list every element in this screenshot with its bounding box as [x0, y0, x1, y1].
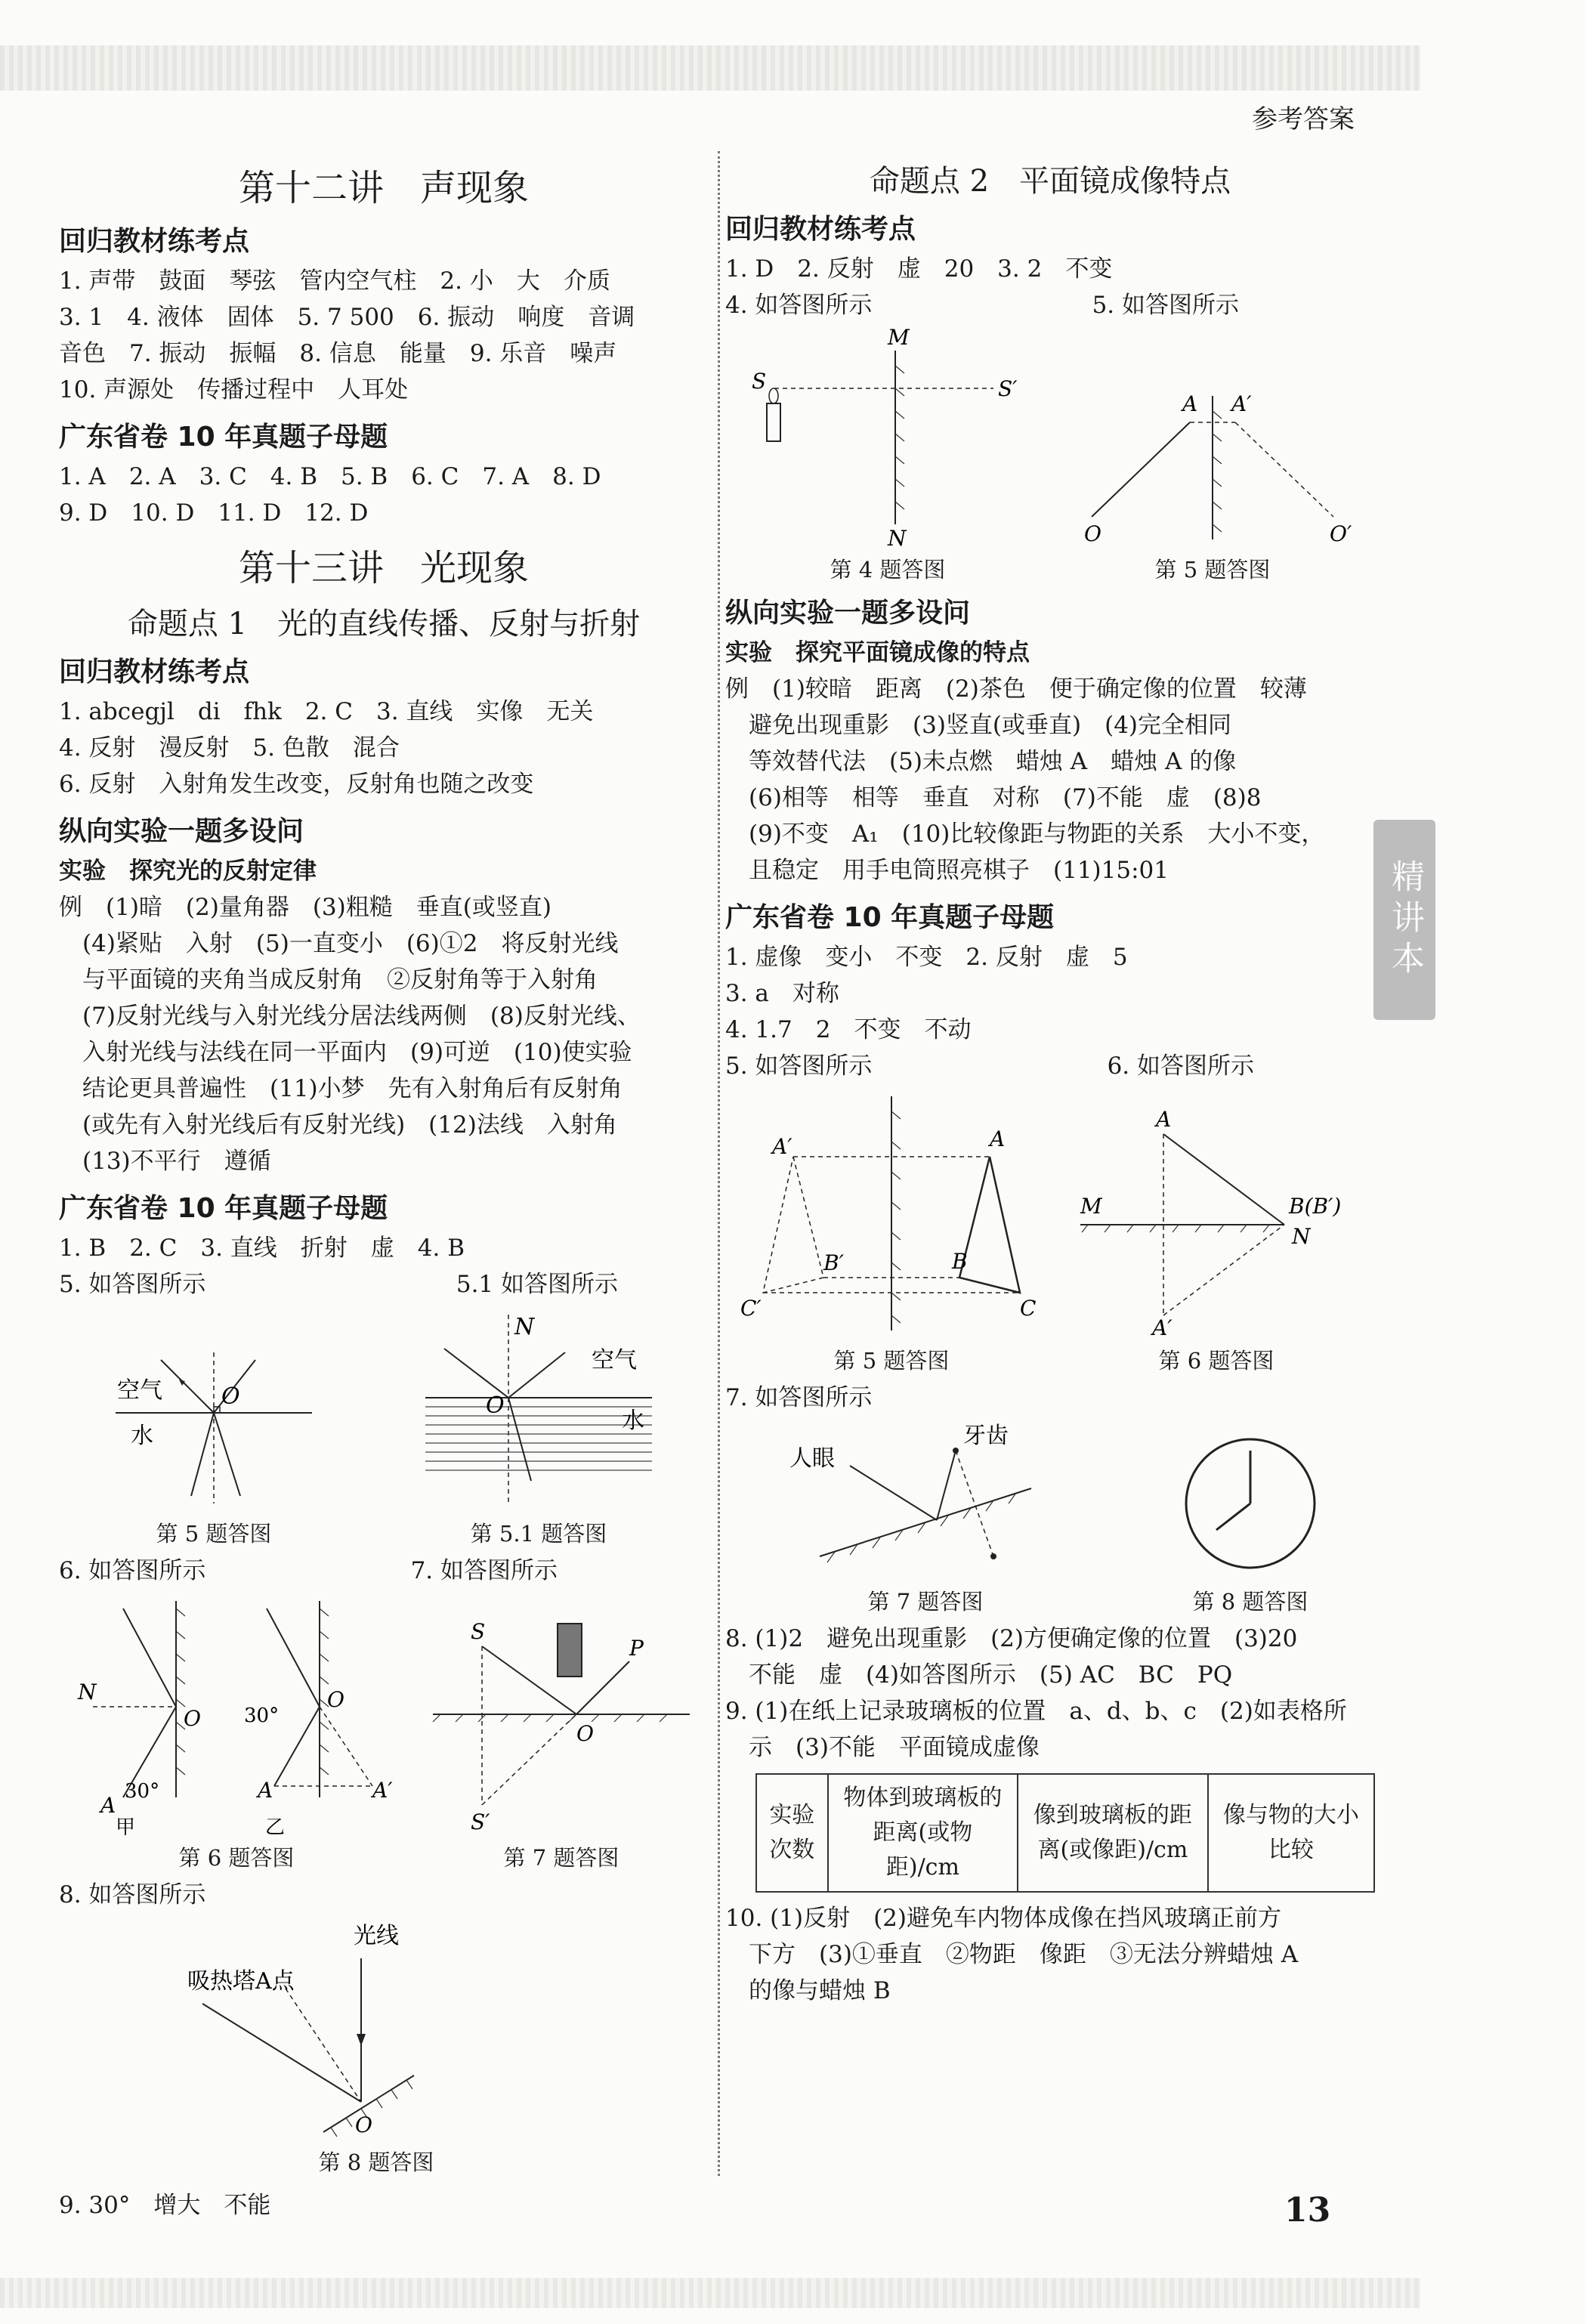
answer-line: 1. 虚像 变小 不变 2. 反射 虚 5	[725, 944, 1128, 971]
figure-q5	[1069, 381, 1356, 584]
header-answer-label: 参考答案	[1252, 104, 1355, 134]
svg-text:M: M	[888, 328, 910, 350]
figure-q4	[744, 328, 1031, 584]
svg-text:O: O	[327, 1687, 344, 1712]
answer-line: (9)不变 A₁ (10)比较像距与物距的关系 大小不变，	[725, 821, 1325, 848]
figure-q6	[70, 1593, 403, 1872]
left-column	[59, 151, 709, 2224]
right-column	[725, 151, 1375, 2009]
figure-q5	[100, 1345, 327, 1548]
figure-caption: 第 8 题答图	[318, 2149, 434, 2175]
figure-q7	[425, 1609, 697, 1872]
clock-icon	[1175, 1428, 1326, 1579]
figure-q7	[774, 1420, 1077, 1616]
svg-text:S: S	[752, 369, 767, 394]
svg-text:A′: A′	[372, 1778, 393, 1803]
light-ray-label: 光线	[354, 1923, 399, 1949]
question-row	[59, 1553, 709, 1589]
svg-text:30°: 30°	[125, 1780, 160, 1803]
answer-line: 1. B 2. C 3. 直线 折射 虚 4. B	[59, 1235, 465, 1262]
answer-line: 6. 反射 入射角发生改变，反射角也随之改变	[59, 771, 534, 798]
answer-line: 的像与蜡烛 B	[725, 1977, 891, 2004]
svg-text:N: N	[888, 526, 907, 547]
figure-row-5b-6b	[725, 1089, 1375, 1375]
figure-caption: 第 5 题答图	[156, 1521, 272, 1547]
answer-line: 示 (3)不能 平面镜成虚像	[725, 1734, 1040, 1761]
figure-caption: 第 5.1 题答图	[470, 1521, 607, 1547]
figure-caption: 第 6 题答图	[178, 1845, 295, 1871]
section-heading: 回归教材练考点	[59, 657, 250, 688]
page-number: 13	[1284, 2191, 1331, 2230]
water-label: 水	[622, 1408, 644, 1434]
q4-label: 4. 如答图所示	[725, 292, 873, 319]
section-heading: 广东省卷 10 年真题子母题	[725, 902, 1055, 933]
section-heading: 纵向实验一题多设问	[59, 816, 304, 847]
answer-line: 结论更具普遍性 (11)小梦 先有入射角后有反射角	[59, 1075, 623, 1102]
answer-line: 与平面镜的夹角当成反射角 ②反射角等于入射角	[59, 966, 598, 994]
answer-line: 9. D 10. D 11. D 12. D	[59, 499, 369, 527]
answer-line: (13)不平行 遵循	[59, 1148, 271, 1175]
refraction-water-diagram	[410, 1307, 667, 1511]
table-cell: 像到玻璃板的距离(或像距)/cm	[1018, 1774, 1208, 1892]
svg-text:P: P	[629, 1636, 644, 1661]
svg-text:O′: O′	[1330, 521, 1352, 546]
answer-line: 例 (1)较暗 距离 (2)茶色 便于确定像的位置 较薄	[725, 675, 1307, 703]
figure-caption: 第 4 题答图	[830, 557, 946, 583]
answer-line: 10. (1)反射 (2)避免车内物体成像在挡风玻璃正前方	[725, 1905, 1281, 1932]
q6b-label: 6. 如答图所示	[1107, 1052, 1254, 1080]
svg-text:B: B	[952, 1249, 968, 1274]
svg-text:O: O	[221, 1383, 240, 1410]
svg-text:N: N	[1292, 1224, 1311, 1249]
topic-title: 命题点 2 平面镜成像特点	[869, 164, 1231, 199]
column-divider	[718, 151, 720, 2176]
answer-line: 入射光线与法线在同一平面内 (9)可逆 (10)使实验	[59, 1039, 632, 1066]
answer-line: (7)反射光线与入射光线分居法线两侧 (8)反射光线、	[59, 1003, 641, 1030]
answer-line: (或先有入射光线后有反射光线) (12)法线 入射角	[59, 1111, 617, 1139]
water-label: 水	[131, 1423, 153, 1449]
q51-label: 5.1 如答图所示	[456, 1271, 618, 1298]
figure-row-5	[59, 1307, 709, 1548]
scan-bottom-band	[0, 2278, 1420, 2308]
answer-line: 下方 (3)①垂直 ②物距 像距 ③无法分辨蜡烛 A	[725, 1941, 1299, 1968]
q7-label: 7. 如答图所示	[725, 1384, 873, 1411]
svg-text:O: O	[486, 1392, 505, 1419]
answer-line: 且稳定 用手电筒照亮棋子 (11)15:01	[725, 857, 1169, 884]
svg-text:S: S	[471, 1619, 486, 1644]
figure-q8	[1175, 1428, 1326, 1616]
jia-label: 甲	[116, 1816, 136, 1835]
teeth-label: 牙齿	[963, 1423, 1009, 1449]
figure-q6b	[1065, 1104, 1367, 1375]
section-heading: 广东省卷 10 年真题子母题	[59, 422, 388, 453]
answer-line: 音色 7. 振动 振幅 8. 信息 能量 9. 乐音 噪声	[59, 340, 617, 367]
figure-caption: 第 6 题答图	[1158, 1348, 1274, 1374]
answer-line: 4. 1.7 2 不变 不动	[725, 1016, 972, 1043]
eye-label: 人眼	[789, 1445, 835, 1472]
svg-text:C′: C′	[740, 1296, 762, 1321]
svg-text:A′: A′	[1152, 1315, 1173, 1338]
figure-q8	[187, 1913, 709, 2177]
answer-line: 3. 1 4. 液体 固体 5. 7 500 6. 振动 响度 音调	[59, 304, 635, 331]
svg-text:N: N	[78, 1680, 97, 1704]
answer-line: 9. (1)在纸上记录玻璃板的位置 a、d、b、c (2)如表格所	[725, 1698, 1347, 1725]
svg-text:A: A	[1182, 391, 1198, 416]
section-heading: 回归教材练考点	[725, 214, 916, 245]
figure-row-4-5	[725, 328, 1375, 584]
side-tab: 精讲本	[1373, 820, 1435, 1020]
section-heading: 广东省卷 10 年真题子母题	[59, 1193, 388, 1224]
svg-text:A′: A′	[772, 1134, 792, 1159]
svg-text:O: O	[576, 1721, 594, 1746]
yi-label: 乙	[265, 1816, 286, 1835]
svg-text:A: A	[990, 1126, 1006, 1151]
svg-text:A: A	[258, 1778, 273, 1803]
svg-text:A: A	[100, 1793, 116, 1818]
air-label: 空气	[592, 1347, 637, 1374]
q5-label: 5. 如答图所示	[59, 1271, 206, 1298]
answer-line: 1. A 2. A 3. C 4. B 5. B 6. C 7. A 8. D	[59, 463, 601, 490]
answer-line: 不能 虚 (4)如答图所示 (5) AC BC PQ	[725, 1661, 1233, 1689]
answer-line: 4. 反射 漫反射 5. 色散 混合	[59, 734, 400, 762]
q8-label: 8. 如答图所示	[59, 1881, 206, 1908]
mirror-symmetry-diagram	[1069, 381, 1356, 547]
svg-text:A: A	[1156, 1107, 1172, 1132]
question-row	[725, 287, 1375, 323]
tower-label: 吸热塔A点	[187, 1968, 295, 1995]
table-row	[756, 1774, 1374, 1892]
experiment-title: 实验 探究光的反射定律	[59, 858, 317, 885]
svg-text:B′: B′	[823, 1250, 844, 1275]
answer-line: 10. 声源处 传播过程中 人耳处	[59, 376, 409, 403]
experiment-title: 实验 探究平面镜成像的特点	[725, 639, 1030, 666]
q7-label: 7. 如答图所示	[410, 1557, 558, 1584]
figure-caption: 第 5 题答图	[833, 1348, 950, 1374]
figure-caption: 第 8 题答图	[1192, 1589, 1308, 1615]
svg-text:N: N	[514, 1314, 535, 1340]
scan-top-band	[0, 45, 1420, 91]
air-label: 空气	[117, 1377, 162, 1404]
figure-row-6-7	[59, 1593, 709, 1872]
answer-line: 1. D 2. 反射 虚 20 3. 2 不变	[725, 255, 1113, 283]
refraction-diagram	[100, 1345, 327, 1511]
solar-tower-diagram	[187, 1913, 565, 2140]
candle-mirror-diagram	[744, 328, 1031, 547]
answer-line: (6)相等 相等 垂直 对称 (7)不能 虚 (8)8	[725, 784, 1262, 811]
answer-line: 例 (1)暗 (2)量角器 (3)粗糙 垂直(或竖直)	[59, 894, 552, 921]
table-cell: 物体到玻璃板的距离(或物距)/cm	[828, 1774, 1018, 1892]
svg-text:O: O	[355, 2112, 372, 2137]
q5-label: 5. 如答图所示	[1092, 292, 1239, 319]
mirror-reflection-diagram	[70, 1593, 403, 1835]
figure-caption: 第 7 题答图	[503, 1845, 619, 1871]
table-cell: 实验次数	[756, 1774, 828, 1892]
figure-caption: 第 5 题答图	[1154, 557, 1271, 583]
svg-text:30°: 30°	[244, 1704, 280, 1727]
answer-line: (4)紧贴 入射 (5)一直变小 (6)①2 将反射光线	[59, 930, 619, 957]
dental-mirror-diagram	[774, 1420, 1077, 1579]
triangle-mirror-diagram	[733, 1089, 1050, 1338]
q5b-label: 5. 如答图所示	[725, 1052, 873, 1080]
svg-text:C: C	[1020, 1296, 1037, 1321]
lecture13-title: 第十三讲 光现象	[238, 547, 529, 589]
question-row	[725, 1048, 1375, 1084]
answer-line: 1. abcegjl di fhk 2. C 3. 直线 实像 无关	[59, 698, 594, 725]
svg-text:O: O	[184, 1706, 201, 1731]
section-heading: 回归教材练考点	[59, 226, 250, 257]
answer-line: 1. 声带 鼓面 琴弦 管内空气柱 2. 小 大 介质	[59, 267, 610, 295]
figure-q5b	[733, 1089, 1050, 1375]
mirror-image-diagram	[425, 1609, 697, 1835]
table-cell: 像与物的大小比较	[1208, 1774, 1374, 1892]
point-mirror-diagram	[1065, 1104, 1367, 1338]
topic-title: 命题点 1 光的直线传播、反射与折射	[127, 607, 641, 641]
experiment-table	[755, 1773, 1375, 1893]
svg-text:S′: S′	[998, 376, 1018, 401]
answer-line: 9. 30° 增大 不能	[59, 2192, 271, 2219]
svg-text:M: M	[1080, 1194, 1102, 1219]
question-row	[59, 1266, 709, 1303]
q6-label: 6. 如答图所示	[59, 1557, 206, 1584]
section-heading: 纵向实验一题多设问	[725, 598, 971, 629]
answer-line: 避免出现重影 (3)竖直(或垂直) (4)完全相同	[725, 712, 1232, 739]
figure-row-7-8	[725, 1420, 1375, 1616]
answer-line: 3. a 对称	[725, 980, 839, 1007]
svg-text:O: O	[1084, 521, 1101, 546]
figure-caption: 第 7 题答图	[867, 1589, 984, 1615]
svg-text:B(B′): B(B′)	[1289, 1194, 1342, 1219]
answer-line: 等效替代法 (5)未点燃 蜡烛 A 蜡烛 A 的像	[725, 748, 1237, 775]
svg-text:A′: A′	[1231, 391, 1252, 416]
svg-text:S′: S′	[471, 1809, 490, 1834]
figure-q51	[410, 1307, 667, 1548]
answer-line: 8. (1)2 避免出现重影 (2)方便确定像的位置 (3)20	[725, 1625, 1298, 1652]
lecture12-title: 第十二讲 声现象	[238, 167, 529, 209]
